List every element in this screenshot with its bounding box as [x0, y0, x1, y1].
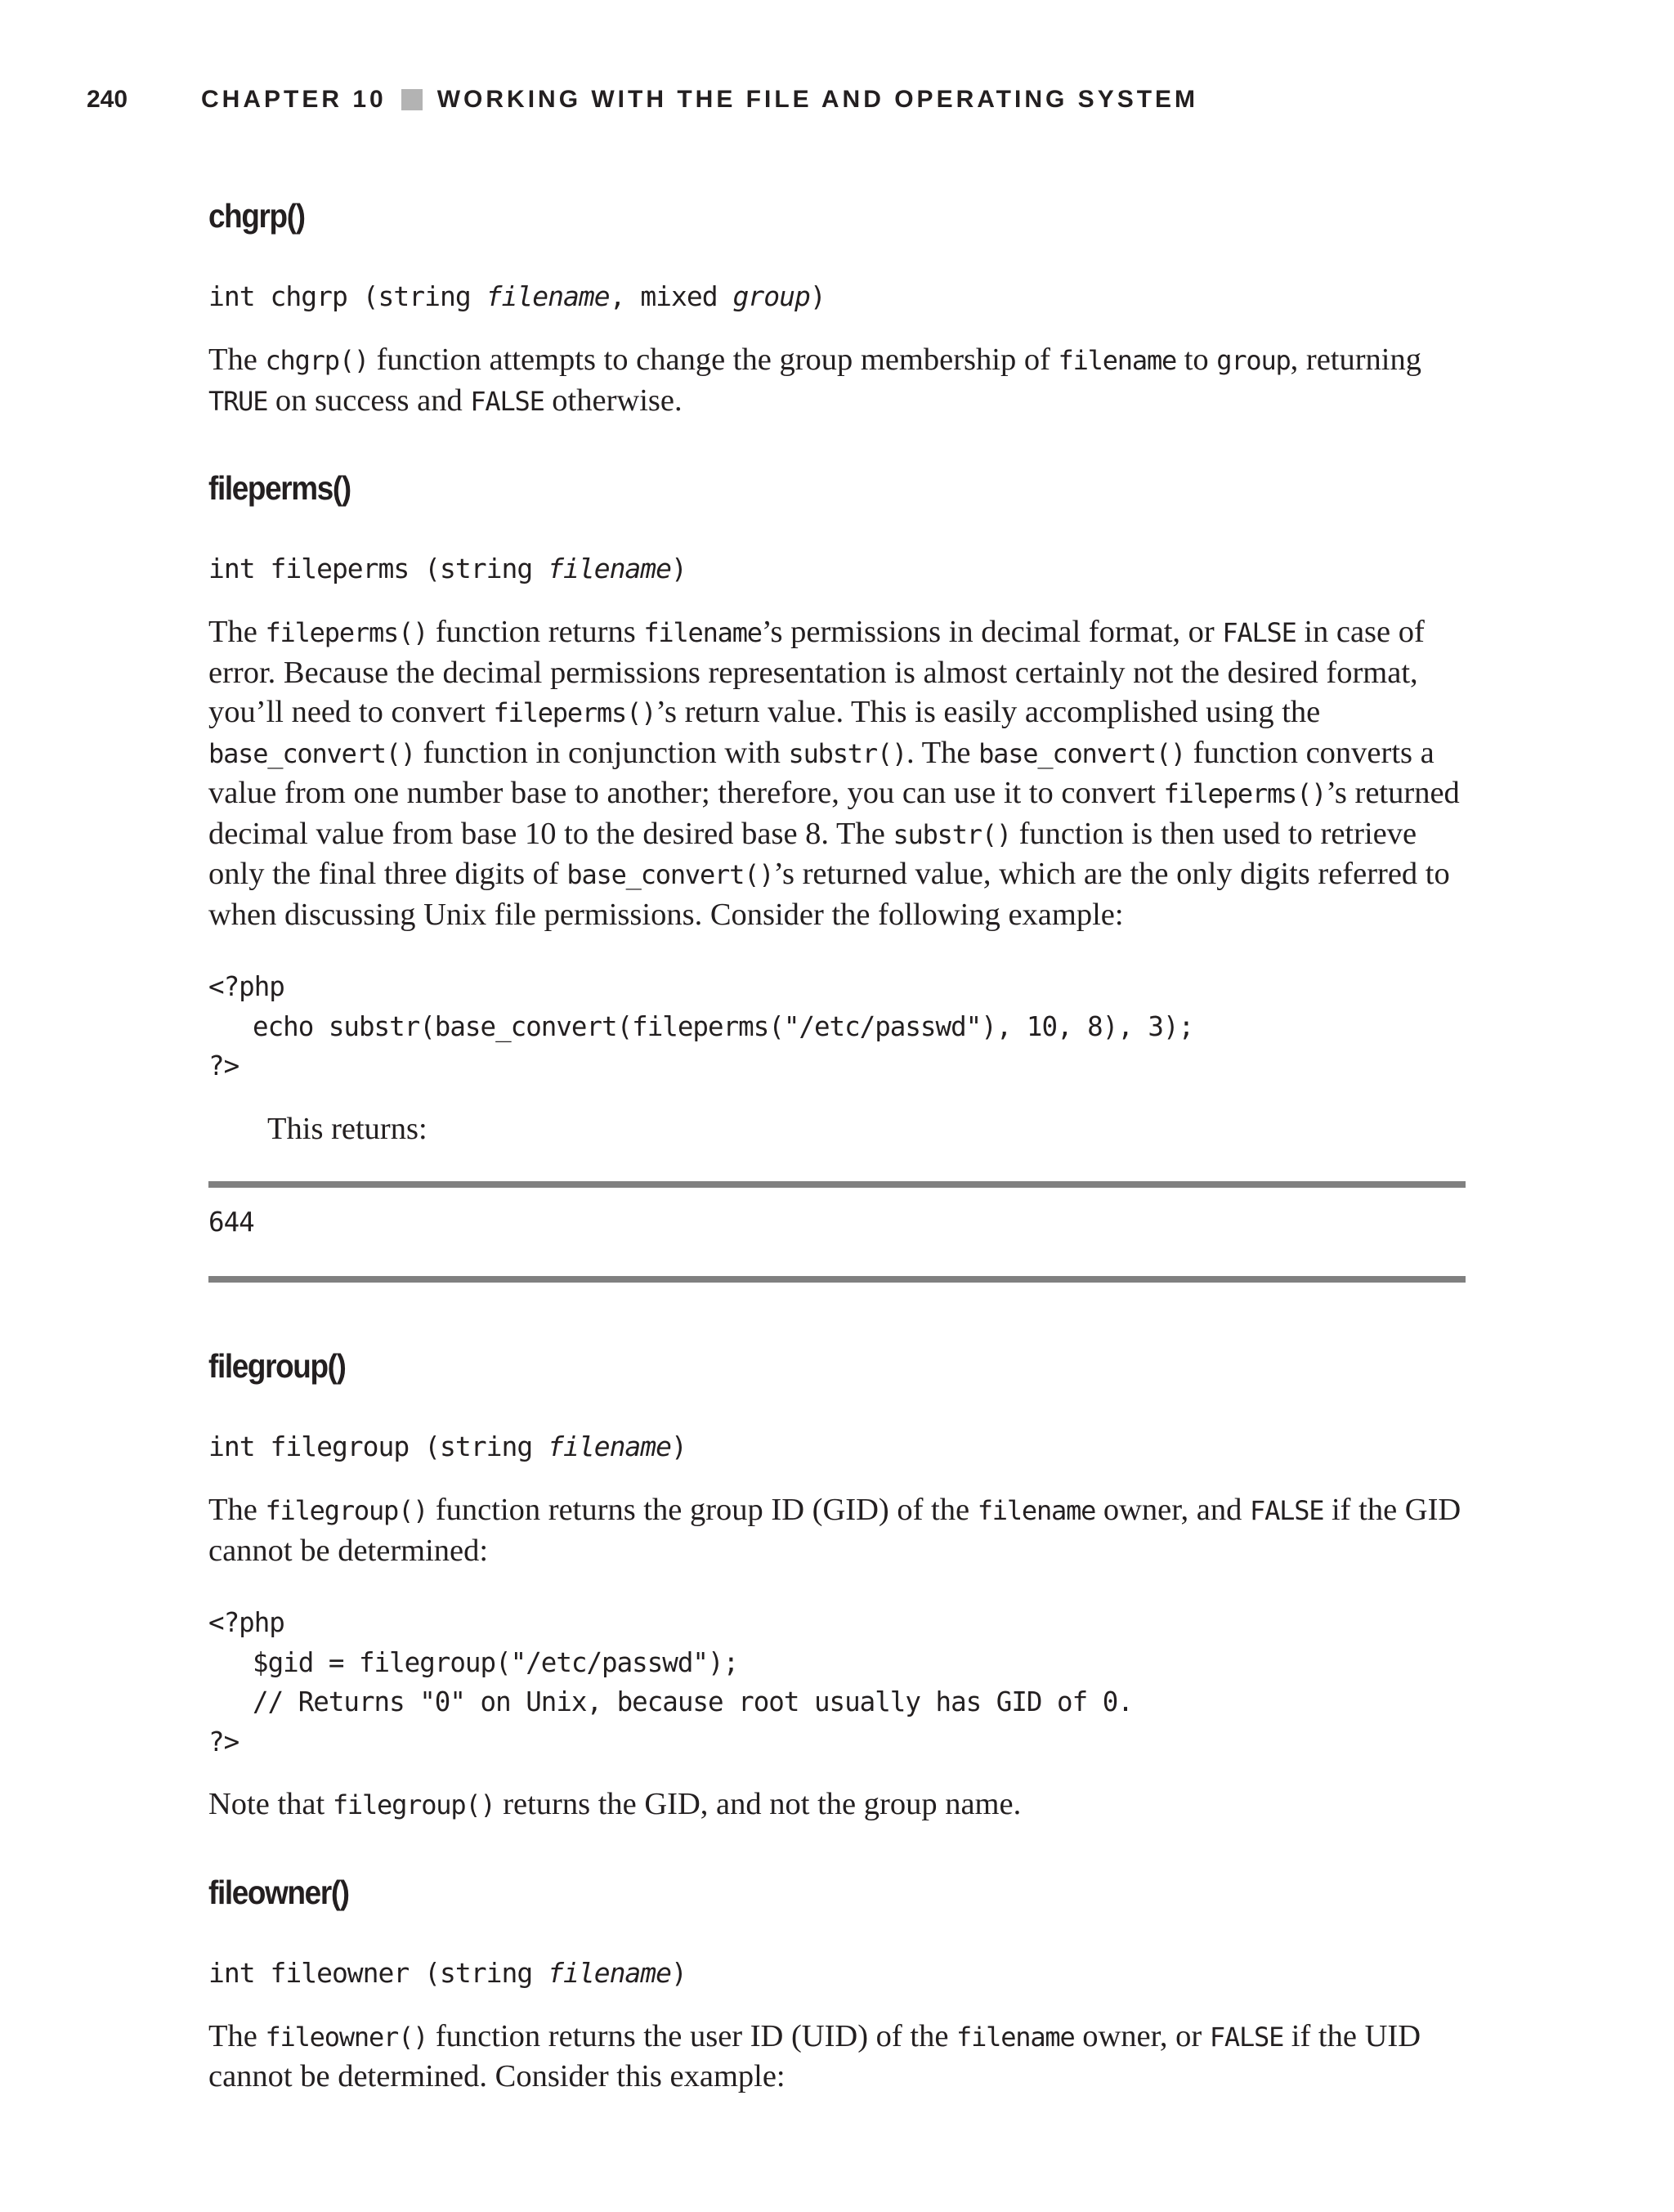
text: The	[208, 1493, 266, 1527]
inline-code: base_convert()	[208, 737, 415, 769]
page-number: 240	[87, 86, 128, 113]
sig-text: int fileperms (string	[208, 553, 548, 584]
inline-code: base_convert()	[566, 859, 774, 890]
text: to	[1176, 343, 1217, 377]
signature-chgrp	[208, 278, 1466, 316]
note-filegroup	[208, 1784, 1466, 1825]
section-heading-filegroup: filegroup()	[208, 1347, 346, 1385]
inline-code: substr()	[788, 737, 907, 769]
text: function returns	[427, 615, 644, 649]
inline-code: FALSE	[1209, 2021, 1284, 2053]
text: owner, and	[1095, 1493, 1251, 1527]
text: if the UID cannot be determined. Consider this example:	[208, 2018, 1421, 2093]
sig-text: )	[671, 553, 687, 584]
section-heading-fileperms: fileperms()	[208, 469, 351, 507]
paragraph-filegroup	[208, 1490, 1466, 1570]
code-line: echo substr(base_convert(fileperms("/etc/passwd"), 10, 8), 3);	[253, 1010, 1194, 1042]
section-heading-fileowner: fileowner()	[208, 1873, 349, 1911]
text: ’s return value. This is easily accomplished using the	[656, 695, 1321, 729]
code-line: ?>	[208, 1050, 239, 1081]
text: ’s returned value, which are the only digits referred to when discussing Unix file permissions. Consider the following example:	[208, 857, 1450, 932]
inline-code: filegroup()	[332, 1789, 495, 1820]
sig-param: filename	[548, 1431, 672, 1462]
sig-text: )	[671, 1956, 687, 1989]
text: if the GID cannot be determined:	[208, 1493, 1461, 1568]
inline-code: chgrp()	[265, 345, 369, 376]
text: function in conjunction with	[414, 735, 789, 770]
sig-param: filename	[486, 280, 610, 312]
text: function returns the user ID (UID) of the	[427, 2018, 957, 2053]
inline-code: filegroup()	[265, 1495, 428, 1526]
text: function is then used to retrieve only the final three digits of	[208, 816, 1417, 891]
sig-text: int filegroup (string	[208, 1431, 548, 1462]
text: . The	[906, 735, 979, 770]
inline-code: FALSE	[470, 385, 544, 417]
section-heading-chgrp: chgrp()	[208, 197, 305, 235]
text: function attempts to change the group membership of	[368, 343, 1059, 377]
sig-param: filename	[548, 553, 672, 584]
signature-fileperms	[208, 550, 1466, 588]
sig-text: int fileowner (string	[208, 1956, 548, 1989]
text: in case of error. Because the decimal permissions representation is almost certainly not the desired format, you’ll need to convert	[208, 615, 1425, 729]
header-separator-square	[401, 89, 423, 110]
code-line: $gid = filegroup("/etc/passwd");	[253, 1646, 739, 1678]
text: function returns the group ID (GID) of the	[427, 1493, 978, 1527]
text: function converts a value from one number base to another; therefore, you can use it to convert	[208, 735, 1435, 810]
chapter-label: CHAPTER 10	[201, 86, 387, 113]
sig-text: )	[809, 280, 826, 312]
sig-text: , mixed	[609, 280, 733, 312]
text: on success and	[267, 383, 471, 418]
output-box	[208, 1181, 1466, 1283]
inline-code: FALSE	[1222, 617, 1296, 648]
text: The	[208, 343, 266, 377]
inline-code: base_convert()	[978, 737, 1186, 769]
inline-code: substr()	[893, 818, 1011, 850]
inline-code: fileowner()	[265, 2021, 428, 2053]
paragraph-fileperms	[208, 612, 1466, 934]
output-value: 644	[208, 1207, 254, 1238]
text: The	[208, 615, 266, 649]
code-line: <?php	[208, 1607, 284, 1638]
text: otherwise.	[544, 383, 683, 418]
inline-code: fileperms()	[1163, 778, 1327, 809]
paragraph-fileowner	[208, 2017, 1466, 2097]
code-block-fileperms	[208, 967, 1466, 1086]
inline-code: fileperms()	[265, 617, 428, 648]
text: owner, or	[1074, 2018, 1210, 2053]
paragraph-chgrp	[208, 340, 1466, 421]
text: returns the GID, and not the group name.	[495, 1787, 1022, 1821]
signature-filegroup	[208, 1428, 1466, 1466]
inline-code: filename	[956, 2021, 1075, 2053]
text: ’s returned decimal value from base 10 to the desired base 8. The	[208, 776, 1460, 851]
inline-code: group	[1216, 345, 1291, 376]
sig-text: )	[671, 1431, 687, 1462]
code-line: ?>	[208, 1726, 239, 1758]
page-content	[208, 193, 1466, 2129]
inline-code: TRUE	[208, 385, 268, 417]
inline-code: filename	[1058, 345, 1177, 376]
inline-code: filename	[977, 1495, 1096, 1526]
sig-param: group	[732, 280, 810, 312]
sig-param: filename	[548, 1956, 672, 1989]
inline-code: FALSE	[1250, 1495, 1324, 1526]
signature-fileowner	[208, 1955, 1466, 1992]
inline-code: filename	[643, 617, 762, 648]
returns-label: This returns:	[267, 1111, 427, 1146]
text: , returning	[1290, 343, 1421, 377]
running-head	[87, 82, 1198, 118]
code-line: // Returns "0" on Unix, because root usually has GID of 0.	[253, 1686, 1133, 1717]
chapter-title: WORKING WITH THE FILE AND OPERATING SYSTEM	[436, 86, 1199, 113]
code-block-filegroup	[208, 1603, 1466, 1762]
sig-text: int chgrp (string	[208, 280, 486, 312]
inline-code: fileperms()	[493, 697, 656, 728]
text: The	[208, 2018, 266, 2053]
text: Note that	[208, 1787, 333, 1821]
code-line: <?php	[208, 971, 284, 1002]
text: ’s permissions in decimal format, or	[761, 615, 1223, 649]
